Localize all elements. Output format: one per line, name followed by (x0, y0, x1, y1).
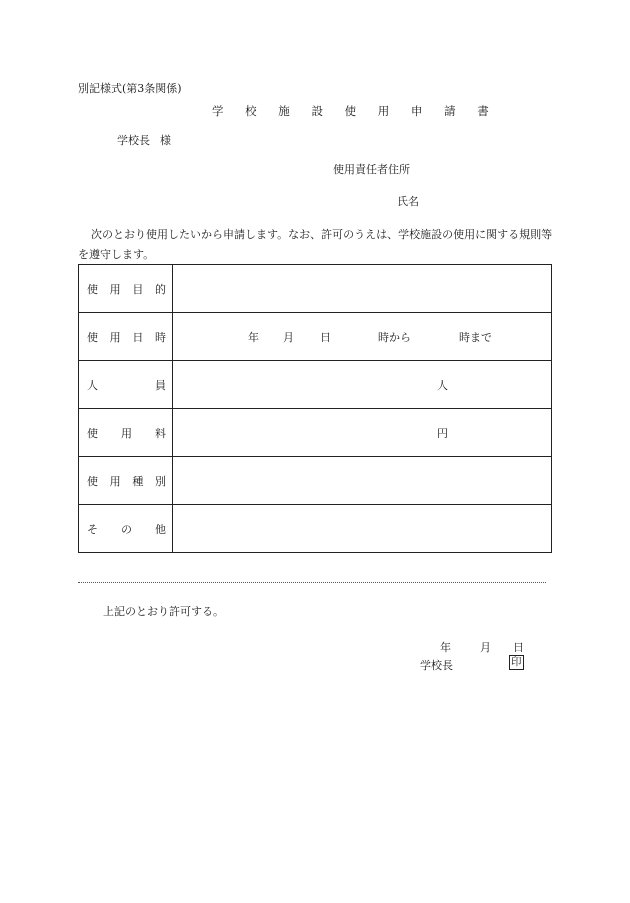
dotted-divider (78, 582, 546, 583)
request-statement: 次のとおり使用したいから申請します。なお、許可のうえは、学校施設の使用に関する規則等を遵守します。 (78, 228, 553, 261)
seal-mark: 印 (511, 656, 522, 668)
row-label-cell (79, 361, 173, 409)
attendees-unit: 人 (437, 378, 448, 392)
other-field[interactable] (173, 505, 552, 553)
table-row (79, 409, 552, 457)
applicant-name-label: 氏名 (397, 195, 419, 208)
principal-label: 学校長 (420, 659, 453, 672)
date-year-unit: 年 (248, 330, 259, 344)
row-label-cell (79, 457, 173, 505)
form-label: 別記様式(第3条関係) (78, 82, 182, 95)
approval-day-unit: 日 (513, 641, 524, 654)
row-label-cell (79, 409, 173, 457)
fee-unit: 円 (437, 426, 448, 440)
row-label-usage-type: 使用種別 (87, 474, 166, 488)
addressee-name: 学校長 (117, 134, 150, 147)
approval-month-unit: 月 (480, 641, 491, 654)
date-month-unit: 月 (283, 330, 294, 344)
table-row (79, 313, 552, 361)
table-row (79, 361, 552, 409)
datetime-field[interactable] (173, 313, 552, 361)
approval-date (440, 639, 524, 655)
purpose-field[interactable] (173, 265, 552, 313)
approval-year-unit: 年 (440, 641, 451, 654)
time-from-unit: 時から (378, 330, 411, 344)
table-row (79, 457, 552, 505)
addressee (117, 132, 171, 148)
row-label-datetime: 使用日時 (87, 330, 166, 344)
applicant-address-label: 使用責任者住所 (333, 163, 410, 176)
table-row (79, 265, 552, 313)
addressee-honorific: 様 (160, 134, 171, 147)
row-label-cell (79, 505, 173, 553)
approval-statement: 上記のとおり許可する。 (103, 605, 224, 618)
document-title: 学 校 施 設 使 用 申 請 書 (212, 104, 498, 118)
row-label-purpose: 使用目的 (87, 282, 166, 296)
row-label-attendees: 人員 (87, 378, 166, 392)
row-label-fee: 使用料 (87, 426, 166, 440)
table-row (79, 505, 552, 553)
usage-type-field[interactable] (173, 457, 552, 505)
usage-details-table (78, 264, 552, 553)
row-label-cell (79, 265, 173, 313)
row-label-cell (79, 313, 173, 361)
attendees-field[interactable] (173, 361, 552, 409)
fee-field[interactable] (173, 409, 552, 457)
row-label-other: その他 (87, 522, 166, 536)
date-day-unit: 日 (320, 330, 331, 344)
time-to-unit: 時まで (459, 330, 492, 344)
